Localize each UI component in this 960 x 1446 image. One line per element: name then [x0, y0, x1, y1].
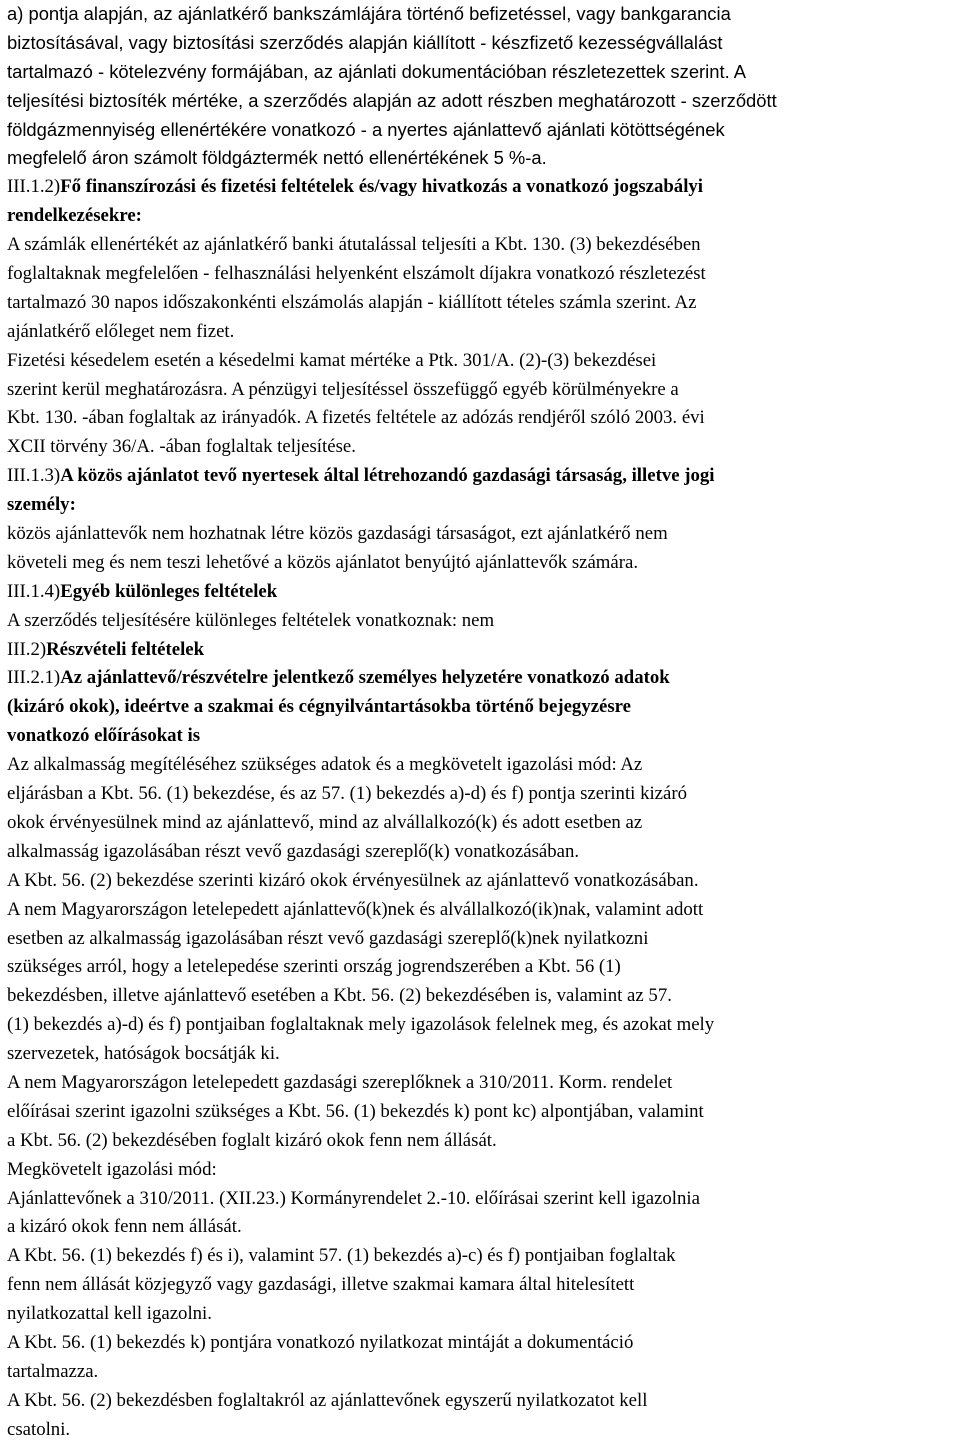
body-text: III.2) [7, 638, 47, 660]
text-line [7, 376, 956, 405]
text-line [7, 636, 956, 665]
body-text: A Kbt. 56. (2) bekezdésben foglaltakról az ajánlattevőnek egyszerű nyilatkozatot kell [7, 1389, 648, 1411]
conditions-section [7, 173, 956, 1444]
text-line [7, 1358, 956, 1387]
body-text: a kizáró okok fenn nem állását. [7, 1216, 242, 1238]
body-text: alkalmasság igazolásában részt vevő gazdasági szereplő(k) vonatkozásában. [7, 840, 580, 862]
text-line [7, 578, 956, 607]
body-text: tartalmazó 30 napos időszakonkénti elszámolás alapján - kiállított tételes számla szerint. Az [7, 291, 697, 313]
text-line [7, 116, 956, 145]
body-text: (1) bekezdés a)-d) és f) pontjaiban foglaltaknak mely igazolások felelnek meg, és azokat mely [7, 1014, 715, 1036]
text-line [7, 260, 956, 289]
text-line [7, 1156, 956, 1185]
bold-heading-text: (kizáró okok), ideértve a szakmai és cégnyilvántartásokba történő bejegyzésre [7, 696, 632, 718]
text-line [7, 1127, 956, 1156]
body-text: eljárásban a Kbt. 56. (1) bekezdése, és az 57. (1) bekezdés a)-d) és f) pontja szerinti kizáró [7, 783, 687, 805]
text-line [7, 809, 956, 838]
body-text: A nem Magyarországon letelepedett gazdasági szereplőknek a 310/2011. Korm. rendelet [7, 1071, 673, 1093]
body-text: Fizetési késedelem esetén a késedelmi kamat mértéke a Ptk. 301/A. (2)-(3) bekezdései [7, 349, 657, 371]
body-text: szükséges arról, hogy a letelepedése szerinti ország jogrendszerében a Kbt. 56 (1) [7, 956, 621, 978]
text-line [7, 462, 956, 491]
body-text: fenn nem állását közjegyző vagy gazdasági, illetve szakmai kamara által hitelesített [7, 1274, 635, 1296]
body-text: a Kbt. 56. (2) bekezdésében foglalt kizáró okok fenn nem állását. [7, 1129, 497, 1151]
body-text: Az alkalmasság megítéléséhez szükséges adatok és a megkövetelt igazolási mód: Az [7, 754, 643, 776]
guarantee-paragraph [7, 0, 956, 173]
body-text: A Kbt. 56. (1) bekezdés f) és i), valamint 57. (1) bekezdés a)-c) és f) pontjaiban foglaltak [7, 1245, 676, 1267]
body-text: biztosításával, vagy biztosítási szerződés alapján kiállított - készfizető kezességvállalást [7, 31, 723, 53]
text-line [7, 1213, 956, 1242]
bold-heading-text: Egyéb különleges feltételek [60, 580, 278, 602]
text-line [7, 1329, 956, 1358]
bold-heading-text: Részvételi feltételek [46, 638, 205, 660]
text-line [7, 896, 956, 925]
body-text: megfelelő áron számolt földgáztermék nettó ellenértékének 5 %-a. [7, 147, 547, 169]
body-text: A nem Magyarországon letelepedett ajánlattevő(k)nek és alvállalkozó(ik)nak, valamint adott [7, 898, 704, 920]
text-line [7, 925, 956, 954]
body-text: A Kbt. 56. (1) bekezdés k) pontjára vonatkozó nyilatkozat mintáját a dokumentáció [7, 1331, 634, 1353]
text-line [7, 173, 956, 202]
text-line [7, 1387, 956, 1416]
text-line [7, 1011, 956, 1040]
body-text: előírásai szerint igazolni szükséges a Kbt. 56. (1) bekezdés k) pont kc) alpontjában, valamint [7, 1100, 704, 1122]
text-line [7, 289, 956, 318]
body-text: III.1.4) [7, 580, 61, 602]
body-text: Kbt. 130. -ában foglaltak az irányadók. A fizetés feltétele az adózás rendjéről szóló 2003. évi [7, 407, 705, 429]
text-line [7, 1416, 956, 1445]
text-line [7, 838, 956, 867]
text-line [7, 318, 956, 347]
text-line [7, 1242, 956, 1271]
body-text: A szerződés teljesítésére különleges feltételek vonatkoznak: nem [7, 609, 495, 631]
text-line [7, 982, 956, 1011]
text-line [7, 664, 956, 693]
body-text: a) pontja alapján, az ajánlatkérő bankszámlájára történő befizetéssel, vagy bankgarancia [7, 3, 731, 24]
bold-heading-text: Fő finanszírozási és fizetési feltételek és/vagy hivatkozás a vonatkozó jogszabályi [60, 176, 704, 198]
text-line [7, 404, 956, 433]
text-line [7, 1271, 956, 1300]
body-text: tartalmazza. [7, 1360, 99, 1382]
text-line [7, 549, 956, 578]
body-text: A számlák ellenértékét az ajánlatkérő banki átutalással teljesíti a Kbt. 130. (3) bekezdésében [7, 234, 701, 256]
bold-heading-text: rendelkezésekre: [7, 205, 142, 227]
text-line [7, 1098, 956, 1127]
text-line [7, 491, 956, 520]
text-line [7, 867, 956, 896]
text-line [7, 751, 956, 780]
text-line [7, 144, 956, 173]
body-text: bekezdésben, illetve ajánlattevő esetében a Kbt. 56. (2) bekezdésében is, valamint az 57. [7, 985, 672, 1007]
text-line [7, 202, 956, 231]
body-text: földgázmennyiség ellenértékére vonatkozó - a nyertes ajánlattevő ajánlati kötöttségének [7, 118, 725, 140]
body-text: tartalmazó - kötelezvény formájában, az ajánlati dokumentációban részletezettek szerint. A [7, 60, 747, 82]
bold-heading-text: Az ajánlattevő/részvételre jelentkező személyes helyzetére vonatkozó adatok [60, 667, 670, 689]
body-text: A Kbt. 56. (2) bekezdése szerinti kizáró okok érvényesülnek az ajánlattevő vonatkozásában. [7, 869, 699, 891]
body-text: szerint kerül meghatározásra. A pénzügyi teljesítéssel összefüggő egyéb körülményekre a [7, 378, 679, 400]
body-text: foglaltaknak megfelelően - felhasználási helyenként elszámolt díjakra vonatkozó részletezést [7, 263, 706, 285]
bold-heading-text: A közös ajánlatot tevő nyertesek által létrehozandó gazdasági társaság, illetve jogi [60, 465, 715, 487]
body-text: III.1.2) [7, 176, 61, 198]
bold-heading-text: vonatkozó előírásokat is [7, 725, 201, 747]
body-text: közös ajánlattevők nem hozhatnak létre közös gazdasági társaságot, ezt ajánlatkérő nem [7, 523, 668, 545]
text-line [7, 722, 956, 751]
text-line [7, 347, 956, 376]
bold-heading-text: személy: [7, 494, 76, 516]
body-text: III.1.3) [7, 465, 61, 487]
text-line [7, 29, 956, 58]
text-line [7, 58, 956, 87]
text-line [7, 780, 956, 809]
body-text: nyilatkozattal kell igazolni. [7, 1303, 212, 1325]
text-line [7, 1040, 956, 1069]
body-text: Megkövetelt igazolási mód: [7, 1158, 217, 1180]
text-line [7, 693, 956, 722]
body-text: szervezetek, hatóságok bocsátják ki. [7, 1043, 280, 1065]
text-line [7, 87, 956, 116]
text-line [7, 433, 956, 462]
body-text: Ajánlattevőnek a 310/2011. (XII.23.) Kormányrendelet 2.-10. előírásai szerint kell igazolnia [7, 1187, 700, 1209]
body-text: csatolni. [7, 1418, 71, 1440]
text-line [7, 0, 956, 29]
text-line [7, 1069, 956, 1098]
text-line [7, 231, 956, 260]
text-line [7, 1185, 956, 1214]
body-text: okok érvényesülnek mind az ajánlattevő, mind az alvállalkozó(k) és adott esetben az [7, 811, 643, 833]
text-line [7, 607, 956, 636]
body-text: III.2.1) [7, 667, 61, 689]
body-text: ajánlatkérő előleget nem fizet. [7, 320, 235, 342]
text-line [7, 1300, 956, 1329]
text-line [7, 953, 956, 982]
body-text: teljesítési biztosíték mértéke, a szerződés alapján az adott részben meghatározott - szerződött [7, 89, 777, 111]
body-text: esetben az alkalmasság igazolásában részt vevő gazdasági szereplő(k)nek nyilatkozni [7, 927, 649, 949]
body-text: XCII törvény 36/A. -ában foglaltak teljesítése. [7, 436, 356, 458]
text-line [7, 520, 956, 549]
body-text: követeli meg és nem teszi lehetővé a közös ajánlatot benyújtó ajánlattevők számára. [7, 551, 639, 573]
